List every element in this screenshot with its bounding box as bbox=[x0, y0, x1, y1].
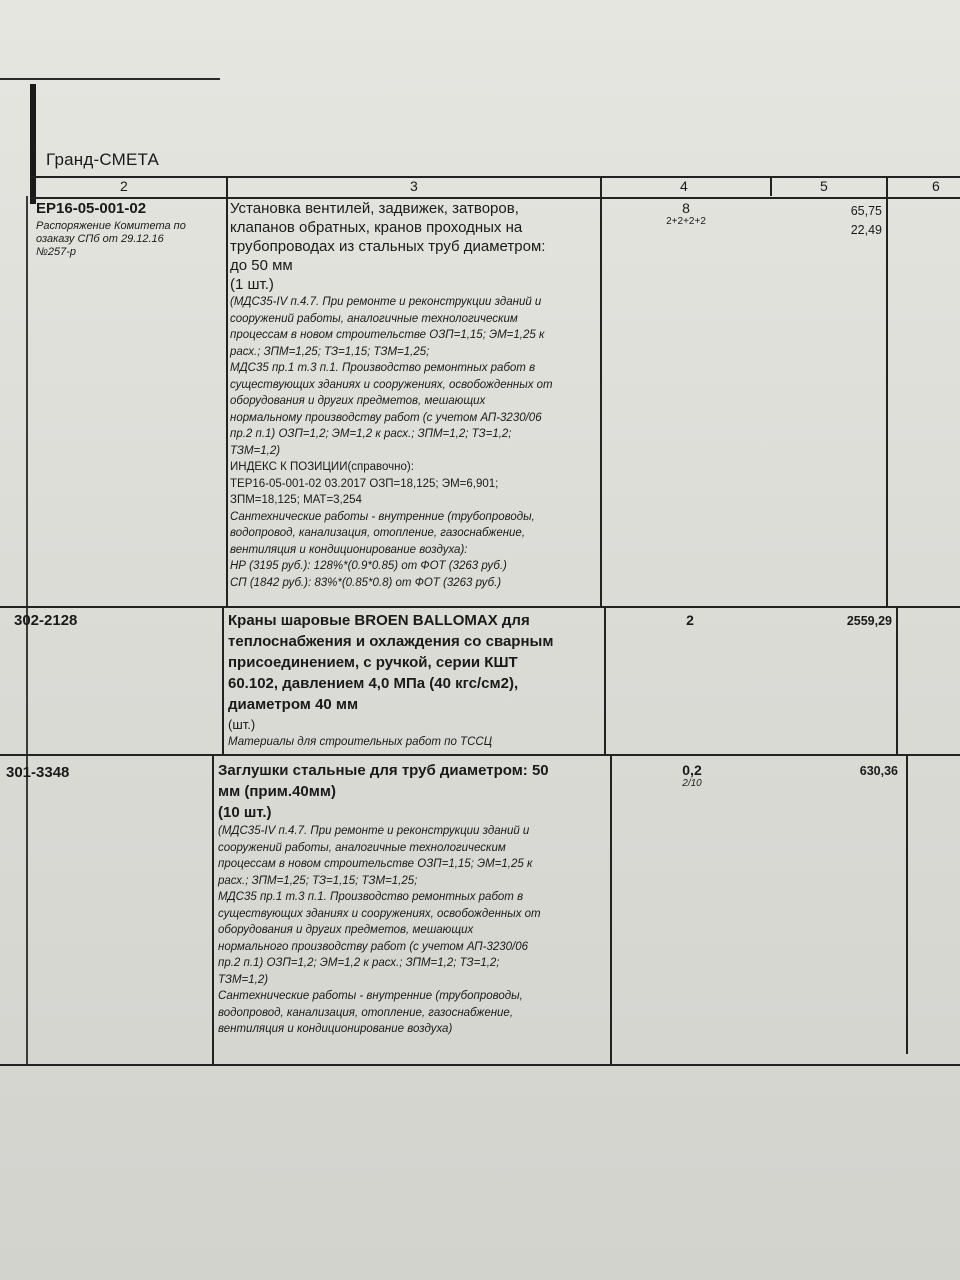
column-number: 3 bbox=[410, 178, 418, 194]
note-line: пр.2 п.1) ОЗП=1,2; ЭМ=1,2 к расх.; ЗПМ=1,2; ТЗ=1,2; bbox=[230, 428, 512, 440]
row-qty-cell bbox=[606, 612, 774, 628]
row-code-cell bbox=[14, 612, 214, 629]
extra-line: НР (3195 руб.): 128%*(0.9*0.85) от ФОТ (3263 руб.) bbox=[230, 560, 507, 572]
row-price-cell bbox=[772, 202, 882, 240]
row-description bbox=[218, 760, 610, 1038]
note-line: существующих зданиях и сооружениях, освобожденных от bbox=[230, 378, 553, 391]
row-extra bbox=[230, 509, 600, 592]
table-bottom-border bbox=[0, 1064, 960, 1066]
source-line: №257-р bbox=[36, 246, 77, 258]
source-line: Распоряжение Комитета по bbox=[36, 220, 186, 232]
row-source bbox=[36, 220, 224, 259]
note-line: нормальному производству работ (с учетом АП-3230/06 bbox=[230, 411, 542, 424]
note-line: существующих зданиях и сооружениях, освобожденных от bbox=[218, 907, 541, 920]
note-line: процессам в новом строительстве ОЗП=1,15; ЭМ=1,25 к bbox=[230, 329, 545, 341]
row-price-secondary: 22,49 bbox=[850, 223, 882, 237]
note-line: Сантехнические работы - внутренние (трубопроводы, bbox=[218, 990, 523, 1002]
binder-edge bbox=[26, 196, 28, 1066]
note-line: пр.2 п.1) ОЗП=1,2; ЭМ=1,2 к расх.; ЗПМ=1,2; ТЗ=1,2; bbox=[218, 957, 500, 969]
extra-line: вентиляция и кондиционирование воздуха): bbox=[230, 543, 468, 556]
note-line: Материалы для строительных работ по ТССЦ bbox=[228, 736, 493, 748]
row-title bbox=[218, 760, 610, 823]
index-line: ЗПМ=18,125; МАТ=3,254 bbox=[230, 494, 362, 506]
row-qty-formula: 2+2+2+2 bbox=[666, 216, 706, 227]
row-divider bbox=[0, 754, 960, 756]
row-qty: 8 bbox=[682, 200, 690, 216]
column-number: 4 bbox=[680, 178, 688, 194]
column-number: 5 bbox=[820, 178, 828, 194]
note-line: вентиляция и кондиционирование воздуха) bbox=[218, 1023, 453, 1035]
note-line: ТЗМ=1,2) bbox=[230, 444, 281, 457]
row-code: 301-3348 bbox=[6, 764, 70, 781]
note-line: расх.; ЗПМ=1,25; ТЗ=1,15; ТЗМ=1,25; bbox=[218, 874, 418, 887]
title-line: Краны шаровые BROEN BALLOMAX для bbox=[228, 612, 530, 629]
col-divider bbox=[226, 176, 228, 608]
row-price-cell bbox=[780, 612, 892, 631]
row-note bbox=[228, 734, 602, 751]
column-number: 6 bbox=[932, 178, 940, 194]
col-divider bbox=[906, 754, 908, 1054]
row-price-cell bbox=[786, 762, 898, 781]
col-divider bbox=[886, 176, 888, 608]
row-index bbox=[230, 459, 600, 509]
index-line: ТЕР16-05-001-02 03.2017 ОЗП=18,125; ЭМ=6,901; bbox=[230, 477, 499, 490]
title-line: диаметром 40 мм bbox=[228, 696, 359, 713]
note-line: сооружений работы, аналогичные технологическим bbox=[218, 841, 506, 854]
unit-line: (1 шт.) bbox=[230, 276, 274, 293]
row-price: 630,36 bbox=[859, 764, 898, 778]
note-line: водопровод, канализация, отопление, газоснабжение, bbox=[218, 1006, 514, 1019]
row-qty-cell bbox=[612, 762, 772, 789]
col-divider bbox=[896, 606, 898, 756]
row-price: 65,75 bbox=[850, 204, 882, 218]
row-code-cell bbox=[6, 764, 206, 781]
index-line: ИНДЕКС К ПОЗИЦИИ(справочно): bbox=[230, 461, 414, 473]
note-line: оборудования и других предметов, мешающих bbox=[218, 924, 474, 936]
row-code: ЕР16-05-001-02 bbox=[36, 200, 147, 217]
title-line: (10 шт.) bbox=[218, 804, 272, 821]
col-divider bbox=[770, 176, 772, 196]
col-divider bbox=[600, 176, 602, 608]
row-qty: 2 bbox=[686, 612, 694, 628]
col-divider bbox=[222, 606, 224, 756]
title-line: 60.102, давлением 4,0 МПа (40 кгс/см2), bbox=[228, 675, 519, 692]
note-line: сооружений работы, аналогичные технологическим bbox=[230, 312, 518, 325]
col-divider bbox=[604, 606, 606, 756]
title-line: присоединением, с ручкой, серии КШТ bbox=[228, 654, 518, 671]
row-qty-formula: 2/10 bbox=[682, 778, 702, 789]
title-line: Установка вентилей, задвижек, затворов, bbox=[230, 200, 519, 217]
row-code-cell bbox=[36, 200, 224, 259]
note-line: МДС35 пр.1 т.3 п.1. Производство ремонтных работ в bbox=[218, 891, 524, 903]
row-description bbox=[230, 199, 600, 591]
title-line: до 50 мм bbox=[230, 257, 293, 274]
col-divider bbox=[212, 754, 214, 1066]
row-price: 2559,29 bbox=[846, 614, 892, 628]
note-line: расх.; ЗПМ=1,25; ТЗ=1,15; ТЗМ=1,25; bbox=[230, 345, 430, 358]
extra-line: водопровод, канализация, отопление, газоснабжение, bbox=[230, 527, 526, 539]
col-divider bbox=[610, 754, 612, 1066]
row-title bbox=[228, 610, 602, 715]
note-line: МДС35 пр.1 т.3 п.1. Производство ремонтных работ в bbox=[230, 362, 536, 374]
row-code: 302-2128 bbox=[14, 612, 78, 629]
note-line: ТЗМ=1,2) bbox=[218, 973, 269, 986]
page-edge-line bbox=[0, 78, 220, 80]
row-qty: 0,2 bbox=[682, 762, 702, 778]
binder-clip bbox=[30, 84, 36, 204]
note-line: (МДС35-IV п.4.7. При ремонте и реконструкции зданий и bbox=[218, 825, 530, 837]
column-number: 2 bbox=[120, 178, 128, 194]
app-title: Гранд-СМЕТА bbox=[46, 150, 160, 169]
source-line: озаказу СПб от 29.12.16 bbox=[36, 233, 164, 245]
title-line: клапанов обратных, кранов проходных на bbox=[230, 219, 523, 236]
row-divider bbox=[0, 606, 960, 608]
note-line: (МДС35-IV п.4.7. При ремонте и реконструкции зданий и bbox=[230, 296, 542, 308]
row-description bbox=[228, 610, 602, 751]
note-line: процессам в новом строительстве ОЗП=1,15; ЭМ=1,25 к bbox=[218, 858, 533, 870]
row-title bbox=[230, 199, 600, 294]
title-line: мм (прим.40мм) bbox=[218, 783, 336, 800]
title-line: Заглушки стальные для труб диаметром: 50 bbox=[218, 762, 549, 779]
note-line: нормального производству работ (с учетом АП-3230/06 bbox=[218, 940, 529, 953]
title-line: теплоснабжения и охлаждения со сварным bbox=[228, 633, 554, 650]
row-unit: (шт.) bbox=[228, 717, 256, 732]
row-note bbox=[218, 823, 610, 1038]
title-line: трубопроводах из стальных труб диаметром: bbox=[230, 238, 546, 255]
extra-line: Сантехнические работы - внутренние (трубопроводы, bbox=[230, 510, 535, 523]
note-line: оборудования и других предметов, мешающих bbox=[230, 395, 486, 407]
extra-line: СП (1842 руб.): 83%*(0.85*0.8) от ФОТ (3263 руб.) bbox=[230, 576, 502, 589]
row-note bbox=[230, 294, 600, 459]
row-qty-cell bbox=[602, 200, 770, 227]
